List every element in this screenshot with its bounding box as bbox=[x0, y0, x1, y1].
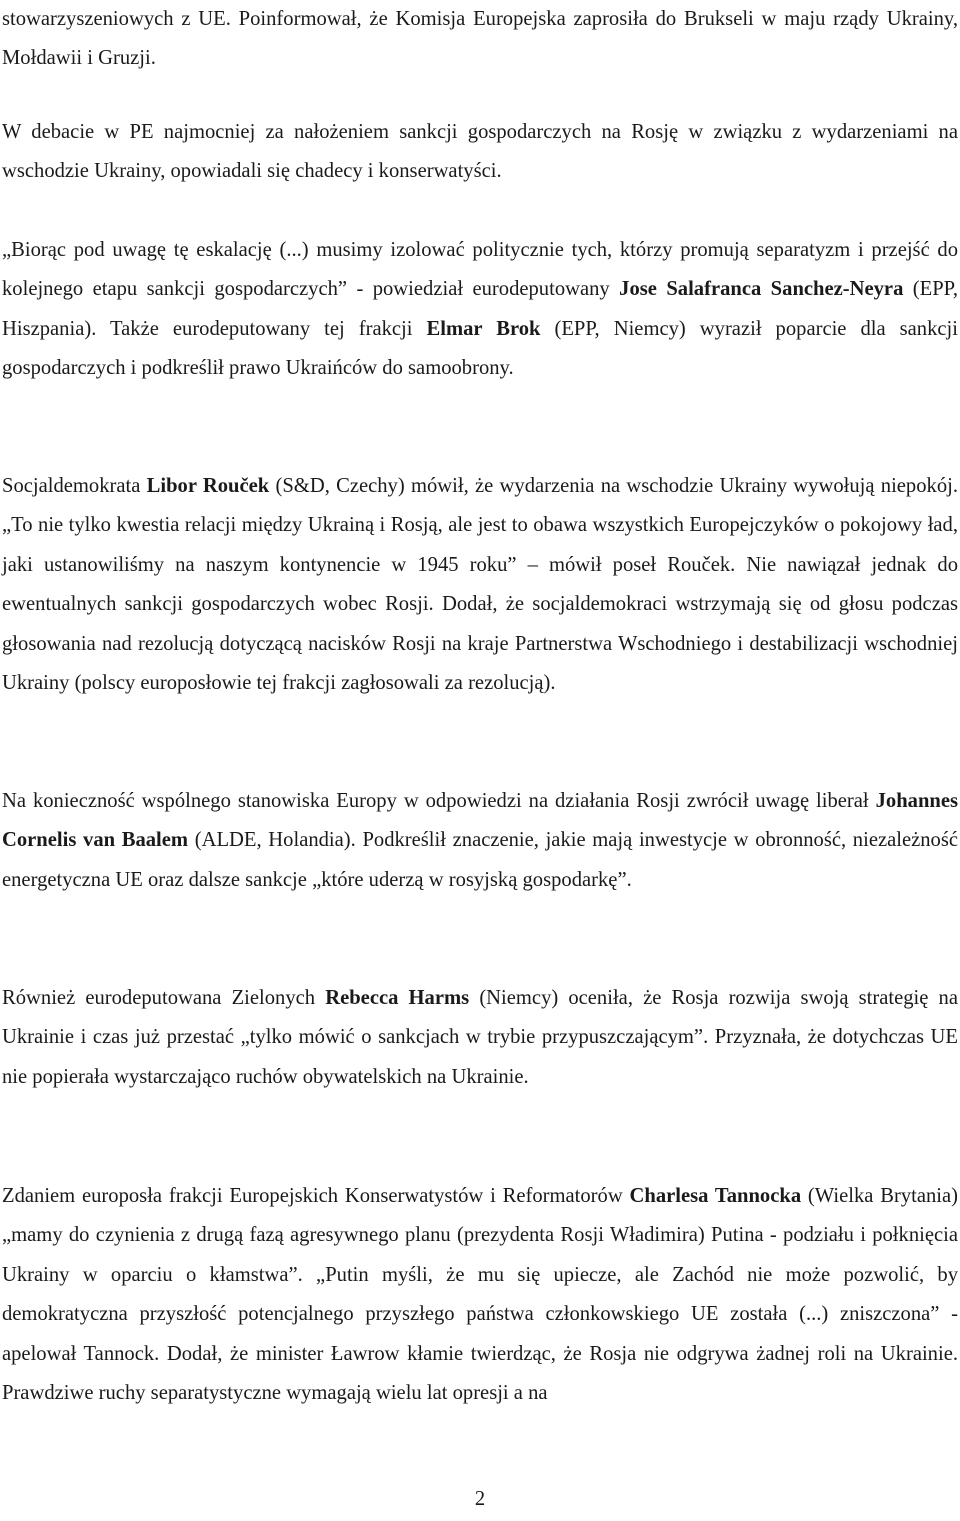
paragraph-text: „Biorąc pod uwagę tę eskalację (...) musimy izolować politycznie tych, którzy promują separatyzm i przejść do kolejnego etapu sankcji gospodarczych” - powiedział eurodeputowany bbox=[2, 239, 958, 301]
paragraph-text: (ALDE, Holandia). Podkreślił znaczenie, jakie mają inwestycje w obronność, niezależność energetyczna UE oraz dalsze sankcje „które uderzą w rosyjską gospodarkę”. bbox=[2, 829, 958, 891]
paragraph-eu-invitation bbox=[2, 0, 958, 79]
paragraph-text: (S&D, Czechy) mówił, że wydarzenia na wschodzie Ukrainy wywołują niepokój. „To nie tylko kwestia relacji między Ukrainą i Rosją, ale jest to obawa wszystkich Europejczyków o pokojowy ład, jaki ustanowiliśmy na naszym kontynencie w 1945 roku” – mówił poseł Rouček. Nie nawiązał jednak do ewentualnych sankcji gospodarczych wobec Rosji. Dodał, że socjaldemokraci wstrzymają się od głosu podczas głosowania nad rezolucją dotyczącą nacisków Rosji na kraje Partnerstwa Wschodniego i destabilizacji wschodniej Ukrainy (polscy europosłowie tej frakcji zagłosowali za rezolucją). bbox=[2, 475, 958, 695]
paragraph-text: stowarzyszeniowych z UE. Poinformował, że Komisja Europejska zaprosiła do Brukseli w maju rządy Ukrainy, Mołdawii i Gruzji. bbox=[2, 8, 958, 70]
paragraph-van-baalem bbox=[2, 782, 958, 900]
paragraph-text: Na konieczność wspólnego stanowiska Europy w odpowiedzi na działania Rosji zwrócił uwagę liberał bbox=[2, 790, 876, 812]
paragraph-text: (EPP, Hiszpania). Także eurodeputowany tej frakcji bbox=[2, 278, 958, 340]
speaker-name: Jose Salafranca Sanchez-Neyra bbox=[619, 278, 904, 301]
speaker-name: Rebecca Harms bbox=[325, 987, 470, 1009]
speaker-name: Johannes Cornelis van Baalem bbox=[2, 790, 958, 852]
paragraph-harms bbox=[2, 979, 958, 1097]
paragraph-roucek bbox=[2, 467, 958, 703]
paragraph-text: Socjaldemokrata bbox=[2, 475, 147, 497]
paragraph-text: Również eurodeputowana Zielonych bbox=[2, 987, 326, 1009]
paragraph-salafranca-brok bbox=[2, 231, 958, 389]
paragraph-ep-debate bbox=[2, 113, 958, 192]
speaker-name: Charlesa Tannocka bbox=[629, 1185, 802, 1207]
speaker-name: Libor Rouček bbox=[146, 475, 270, 497]
paragraph-text: (EPP, Niemcy) wyraził poparcie dla sankcji gospodarczych i podkreślił prawo Ukraińców do samoobrony. bbox=[2, 317, 958, 380]
speaker-name: Elmar Brok bbox=[426, 317, 541, 340]
paragraph-tannock bbox=[2, 1177, 958, 1413]
page-number: 2 bbox=[474, 1488, 486, 1510]
paragraph-text: W debacie w PE najmocniej za nałożeniem sankcji gospodarczych na Rosję w związku z wydarzeniami na wschodzie Ukrainy, opowiadali się chadecy i konserwatyści. bbox=[2, 121, 958, 183]
paragraph-text: (Niemcy) oceniła, że Rosja rozwija swoją strategię na Ukrainie i czas już przestać „tylko mówić o sankcjach w trybie przypuszczającym”. Przyznała, że dotychczas UE nie popierała wystarczająco ruchów obywatelskich na Ukrainie. bbox=[2, 987, 958, 1088]
paragraph-text: (Wielka Brytania) „mamy do czynienia z drugą fazą agresywnego planu (prezydenta Rosji Władimira) Putina - podziału i połknięcia Ukrainy w oparciu o kłamstwa”. „Putin myśli, że mu się upiecze, ale Zachód nie może pozwolić, by demokratyczna przyszłość potencjalnego przyszłego państwa członkowskiego UE została (...) zniszczona” - apelował Tannock. Dodał, że minister Ławrow kłamie twierdząc, że Rosja nie odgrywa żadnej roli na Ukrainie. Prawdziwe ruchy separatystyczne wymagają wielu lat opresji a na bbox=[2, 1185, 958, 1405]
paragraph-text: Zdaniem europosła frakcji Europejskich Konserwatystów i Reformatorów bbox=[2, 1185, 630, 1207]
